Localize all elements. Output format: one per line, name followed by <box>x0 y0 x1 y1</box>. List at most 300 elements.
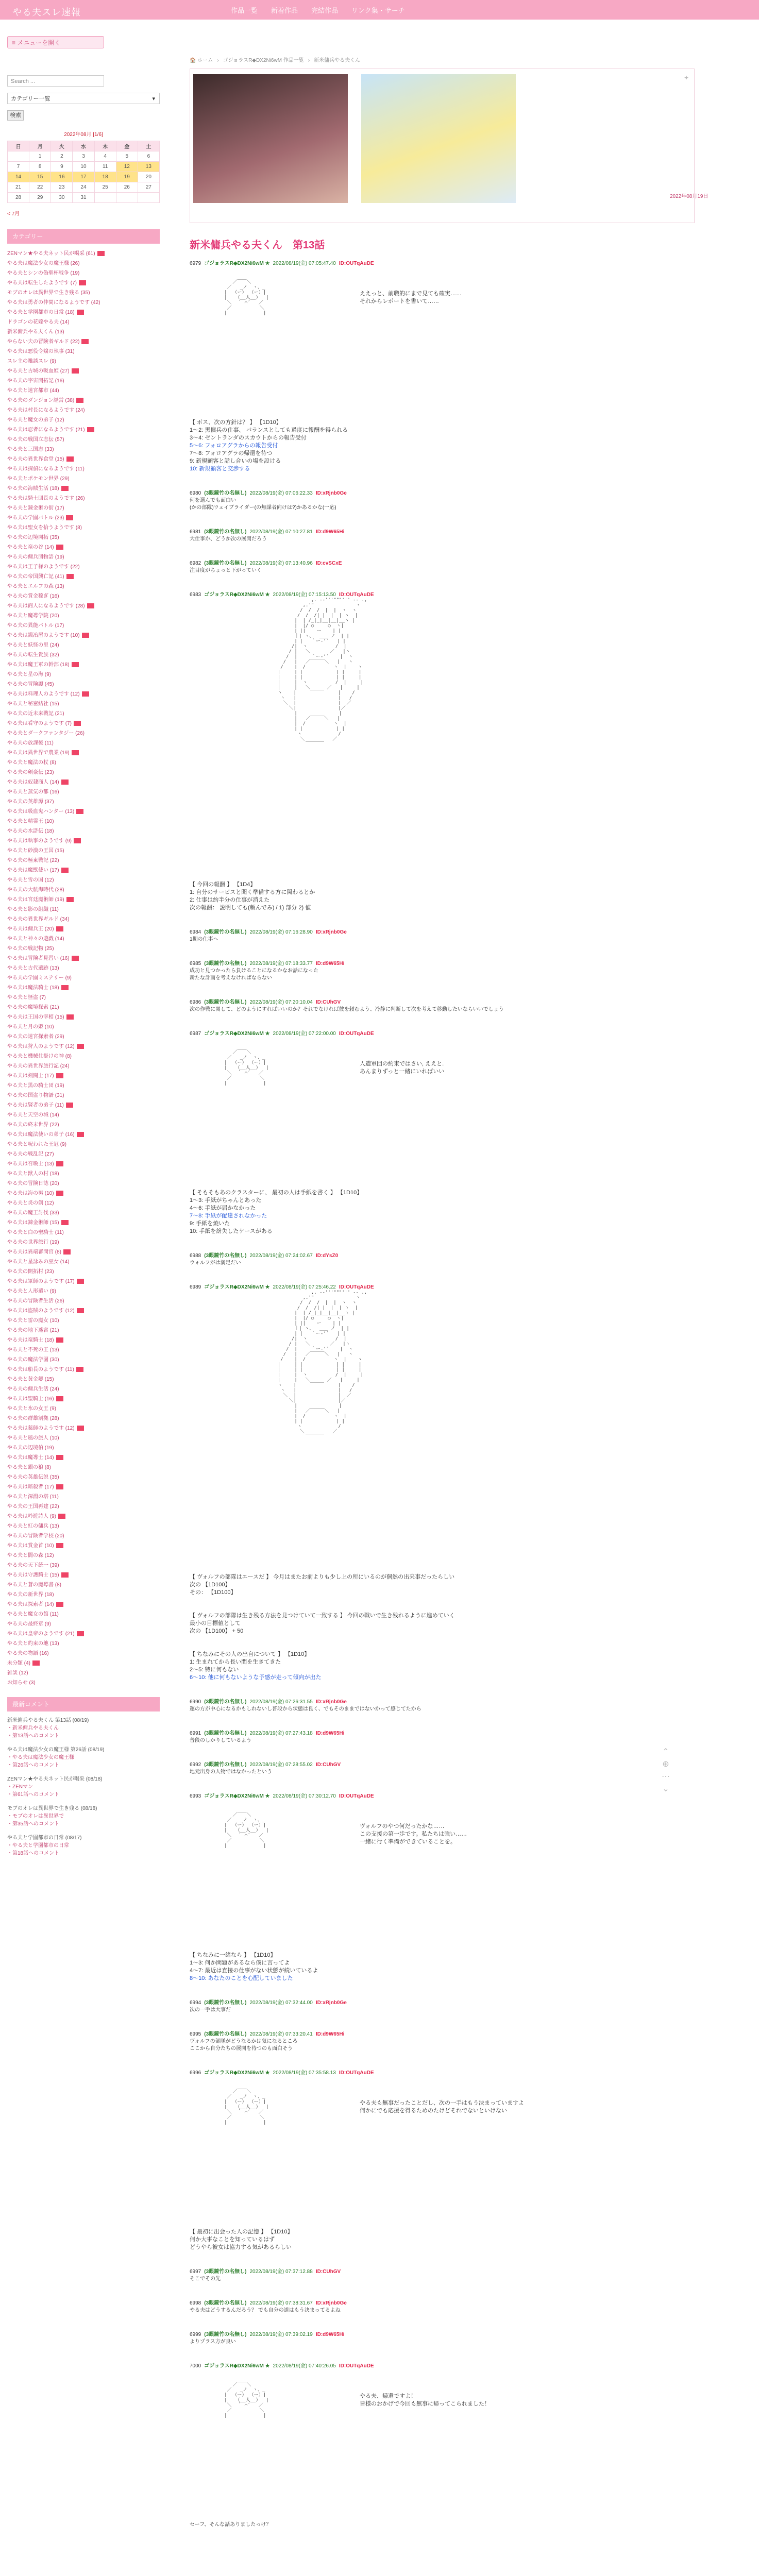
category-item[interactable] <box>7 1414 160 1423</box>
post-number[interactable]: 6997 <box>190 2269 201 2275</box>
recent-link[interactable]: ・第13話へのコメント <box>7 1733 60 1739</box>
category-item[interactable] <box>7 787 160 797</box>
category-item[interactable] <box>7 1267 160 1277</box>
category-label: やる夫は悪役令嬢の執事 (31) <box>7 349 75 354</box>
category-item[interactable] <box>7 435 160 445</box>
category-item[interactable] <box>7 1277 160 1286</box>
category-item[interactable] <box>7 1463 160 1472</box>
category-item[interactable] <box>7 1286 160 1296</box>
category-item[interactable] <box>7 621 160 631</box>
category-item[interactable] <box>7 1512 160 1521</box>
calendar-day[interactable]: 31 <box>73 193 94 203</box>
post-header <box>190 590 695 598</box>
post-id[interactable]: ID:cvSCxE <box>315 561 342 566</box>
category-item[interactable] <box>7 1453 160 1463</box>
calendar-day[interactable]: 15 <box>29 172 51 182</box>
category-item[interactable] <box>7 963 160 973</box>
category-label: やる夫は王国の宰相 (15) <box>7 1014 64 1020</box>
post-id[interactable]: ID:OUTqAuDE <box>339 1793 374 1799</box>
recent-link[interactable]: ・第18話へのコメント <box>7 1851 60 1856</box>
calendar-day[interactable]: 4 <box>94 151 116 162</box>
category-item[interactable] <box>7 866 160 875</box>
post-id[interactable]: ID:OUTqAuDE <box>339 1031 374 1037</box>
category-item[interactable] <box>7 797 160 807</box>
category-item[interactable] <box>7 650 160 660</box>
category-item[interactable] <box>7 846 160 856</box>
category-item[interactable] <box>7 954 160 963</box>
more-icon[interactable]: ⋯ <box>662 1772 670 1781</box>
breadcrumb-item[interactable]: ゴジョラスR◆DX2Ni6wM 作品一覧 <box>223 58 304 63</box>
text-line: 8～10: あなたのことを心配していました <box>190 1975 293 1981</box>
category-item[interactable] <box>7 1570 160 1580</box>
calendar-day[interactable]: 2 <box>51 151 73 162</box>
post-id[interactable]: ID:xRjnb0Ge <box>315 1699 347 1705</box>
calendar-day[interactable]: 20 <box>138 172 159 182</box>
calendar-day[interactable]: 3 <box>73 151 94 162</box>
category-label: モブのオレは異世界で生き残る (35) <box>7 290 90 296</box>
category-item[interactable] <box>7 768 160 777</box>
calendar-prev-link[interactable]: < 7月 <box>7 211 20 217</box>
post-number[interactable]: 6981 <box>190 529 201 535</box>
category-label: やる夫の放課後 (11) <box>7 740 54 746</box>
calendar-day <box>94 193 116 203</box>
category-item[interactable] <box>7 1071 160 1081</box>
category-item[interactable] <box>7 1384 160 1394</box>
category-item[interactable] <box>7 1159 160 1169</box>
calendar-day[interactable]: 27 <box>138 182 159 193</box>
text-line: 7～8: 手紙が配達されなかった <box>190 1213 267 1219</box>
scroll-down-icon[interactable]: ⌄ <box>662 1785 669 1793</box>
category-label: やる夫の戦記物 (25) <box>7 946 54 952</box>
post-number[interactable]: 6995 <box>190 2031 201 2037</box>
category-item[interactable] <box>7 572 160 582</box>
category-item[interactable] <box>7 944 160 954</box>
category-item[interactable] <box>7 680 160 689</box>
post-number[interactable]: 6984 <box>190 929 201 935</box>
category-item[interactable] <box>7 503 160 513</box>
category-item[interactable] <box>7 1580 160 1590</box>
category-item[interactable] <box>7 905 160 914</box>
new-badge-icon <box>77 1279 84 1284</box>
category-item[interactable] <box>7 1189 160 1198</box>
category-label: やる夫と雷の魔女 (10) <box>7 1318 59 1324</box>
category-item[interactable] <box>7 513 160 523</box>
category-item[interactable] <box>7 1423 160 1433</box>
category-item[interactable] <box>7 1081 160 1091</box>
category-item[interactable] <box>7 924 160 934</box>
post-id[interactable]: ID:d9W65Hi <box>315 2332 345 2337</box>
category-item[interactable] <box>7 1482 160 1492</box>
post-id[interactable]: ID:OUTqAuDE <box>339 1284 374 1290</box>
category-item[interactable] <box>7 1658 160 1668</box>
category-item[interactable] <box>7 1404 160 1414</box>
post-number[interactable]: 6982 <box>190 561 201 566</box>
banner-image-2[interactable] <box>361 74 516 203</box>
category-item[interactable] <box>7 591 160 601</box>
speech-line: 人造軍団の約束ではさい, ええと. <box>360 1061 444 1067</box>
category-item[interactable] <box>7 1198 160 1208</box>
new-badge-icon <box>56 1543 63 1548</box>
category-item[interactable] <box>7 1531 160 1541</box>
category-label: やる夫は皇帝のようです (21) <box>7 1631 75 1637</box>
post-number[interactable]: 6993 <box>190 1793 201 1799</box>
post-id[interactable]: ID:OUTqAuDE <box>339 261 374 266</box>
nav-complete[interactable]: 完結作品 <box>311 7 339 14</box>
calendar-day[interactable]: 16 <box>51 172 73 182</box>
category-item[interactable] <box>7 1061 160 1071</box>
calendar-day[interactable]: 30 <box>51 193 73 203</box>
post-author: (3眼鏡竹の名無し) <box>204 961 247 967</box>
category-item[interactable] <box>7 660 160 670</box>
category-label: やる夫と神々の遊戯 (14) <box>7 936 64 942</box>
category-item[interactable] <box>7 836 160 846</box>
text-line: 何を選んでも面白い <box>190 498 236 503</box>
category-item[interactable] <box>7 259 160 268</box>
recent-link[interactable]: ・第35話へのコメント <box>7 1821 60 1827</box>
post-number[interactable]: 6985 <box>190 961 201 967</box>
category-item[interactable] <box>7 327 160 337</box>
calendar-day[interactable]: 12 <box>116 162 138 172</box>
post-id[interactable]: ID:d9W65Hi <box>315 529 345 535</box>
post-header <box>190 927 695 935</box>
post-id[interactable]: ID:CUhGV <box>315 1762 341 1768</box>
category-item[interactable] <box>7 1590 160 1600</box>
category-item[interactable] <box>7 1032 160 1042</box>
category-item[interactable] <box>7 1375 160 1384</box>
category-item[interactable] <box>7 1169 160 1179</box>
category-item[interactable] <box>7 748 160 758</box>
post-text <box>190 968 695 982</box>
category-item[interactable] <box>7 1521 160 1531</box>
category-item[interactable] <box>7 611 160 621</box>
post-id[interactable]: ID:d9W65Hi <box>315 2031 345 2037</box>
category-item[interactable] <box>7 973 160 983</box>
post-number[interactable]: 6980 <box>190 490 201 496</box>
calendar-day[interactable]: 26 <box>116 182 138 193</box>
category-item[interactable] <box>7 1472 160 1482</box>
category-item[interactable] <box>7 1012 160 1022</box>
category-item[interactable] <box>7 1355 160 1365</box>
category-item[interactable] <box>7 758 160 768</box>
text-line: 7～8: フォロアグラの帰還を待つ <box>190 450 273 456</box>
category-item[interactable] <box>7 1179 160 1189</box>
category-item[interactable] <box>7 983 160 993</box>
category-item[interactable] <box>7 670 160 680</box>
category-item[interactable] <box>7 1502 160 1512</box>
category-item[interactable] <box>7 1218 160 1228</box>
category-item[interactable] <box>7 337 160 347</box>
category-item[interactable] <box>7 1541 160 1551</box>
calendar-day[interactable]: 21 <box>8 182 29 193</box>
post-id[interactable]: ID:xRjnb0Ge <box>315 2000 347 2006</box>
category-item[interactable] <box>7 640 160 650</box>
post-number[interactable]: 6990 <box>190 1699 201 1705</box>
new-badge-icon <box>66 1014 74 1020</box>
post-number[interactable]: 6979 <box>190 261 201 266</box>
calendar-day[interactable]: 11 <box>94 162 116 172</box>
post-id[interactable]: ID:d9W65Hi <box>315 961 345 967</box>
category-item[interactable] <box>7 425 160 435</box>
calendar-day[interactable]: 29 <box>29 193 51 203</box>
choice-block <box>190 881 695 912</box>
breadcrumb-item[interactable]: 新米傭兵やる夫くん <box>314 58 361 63</box>
category-select[interactable]: カテゴリー一覧 ▾ <box>7 93 160 104</box>
category-item[interactable] <box>7 1228 160 1238</box>
category-item[interactable] <box>7 533 160 543</box>
category-item[interactable] <box>7 1149 160 1159</box>
ascii-art: ／￣￣＼ ／ _ノ ヽ、_ | （ー） （ー）| | （__人__） | ＼ ｀ ⌒´ ／ ／ ＼ | | <box>224 1812 269 1849</box>
calendar-day[interactable]: 25 <box>94 182 116 193</box>
category-item[interactable] <box>7 1551 160 1561</box>
category-item[interactable] <box>7 1120 160 1130</box>
category-label: やる夫と砂漠の王国 (15) <box>7 848 64 854</box>
calendar-day[interactable]: 7 <box>8 162 29 172</box>
category-item[interactable] <box>7 689 160 699</box>
category-item[interactable] <box>7 738 160 748</box>
new-badge-icon <box>56 1396 63 1401</box>
category-item[interactable] <box>7 1247 160 1257</box>
calendar-day[interactable]: 23 <box>51 182 73 193</box>
category-item[interactable] <box>7 1140 160 1149</box>
category-item[interactable] <box>7 1668 160 1678</box>
category-item[interactable] <box>7 288 160 298</box>
category-item[interactable] <box>7 474 160 484</box>
category-item[interactable] <box>7 1433 160 1443</box>
post-header <box>190 488 695 496</box>
calendar-day[interactable]: 6 <box>138 151 159 162</box>
category-item[interactable] <box>7 601 160 611</box>
post-id[interactable]: ID:xRjnb0Ge <box>315 929 347 935</box>
category-item[interactable] <box>7 934 160 944</box>
new-badge-icon <box>82 633 89 638</box>
new-badge-icon <box>77 1044 84 1049</box>
category-item[interactable] <box>7 1296 160 1306</box>
nav-works[interactable]: 作品一覧 <box>231 7 258 14</box>
ascii-art-block <box>190 1040 695 1174</box>
category-item[interactable] <box>7 1208 160 1218</box>
post-author: (3眼鏡竹の名無し) <box>204 2269 247 2275</box>
category-item[interactable] <box>7 1003 160 1012</box>
category-label: やる夫の戦国立志伝 (57) <box>7 437 64 443</box>
post-number[interactable]: 6999 <box>190 2332 201 2337</box>
category-item[interactable] <box>7 308 160 317</box>
calendar-day[interactable]: 18 <box>94 172 116 182</box>
category-item[interactable] <box>7 1678 160 1688</box>
recent-link[interactable]: ・ZENマン <box>7 1784 33 1790</box>
category-item[interactable] <box>7 885 160 895</box>
search-go-button[interactable]: 検索 <box>7 110 24 121</box>
category-item[interactable] <box>7 1639 160 1649</box>
category-item[interactable] <box>7 357 160 366</box>
category-item[interactable] <box>7 807 160 817</box>
category-item[interactable] <box>7 268 160 278</box>
new-badge-icon <box>87 427 94 432</box>
recent-link[interactable]: ・やる夫は魔法少女の魔王様 <box>7 1755 74 1760</box>
category-label: やる夫は奴隷商人 (14) <box>7 779 59 785</box>
recent-link[interactable]: ・モブのオレは異世界で <box>7 1814 64 1819</box>
post-number[interactable]: 6994 <box>190 2000 201 2006</box>
post-id[interactable]: ID:OUTqAuDE <box>339 592 374 598</box>
nav-new[interactable]: 新着作品 <box>271 7 298 14</box>
post-text <box>190 1260 695 1267</box>
calendar-day[interactable]: 28 <box>8 193 29 203</box>
category-item[interactable] <box>7 376 160 386</box>
calendar-day[interactable]: 17 <box>73 172 94 182</box>
post-number[interactable]: 6983 <box>190 592 201 598</box>
post-number[interactable]: 6991 <box>190 1731 201 1736</box>
category-label: やる夫は吟遊詩人 (9) <box>7 1514 56 1519</box>
post-number[interactable]: 6996 <box>190 2070 201 2076</box>
post-number[interactable]: 6992 <box>190 1762 201 1768</box>
new-badge-icon <box>77 310 84 315</box>
post-id[interactable]: ID:d9W65Hi <box>315 1731 345 1736</box>
category-label: やる夫は傭兵王 (20) <box>7 926 54 932</box>
category-item[interactable] <box>7 1561 160 1570</box>
post-number[interactable]: 6989 <box>190 1284 201 1290</box>
category-item[interactable] <box>7 895 160 905</box>
post-header <box>190 2361 695 2369</box>
breadcrumb-item[interactable]: 🏠 ホーム <box>190 58 213 63</box>
category-item[interactable] <box>7 562 160 572</box>
category-item[interactable] <box>7 1238 160 1247</box>
category-item[interactable] <box>7 1394 160 1404</box>
category-item[interactable] <box>7 1052 160 1061</box>
category-item[interactable] <box>7 1100 160 1110</box>
calendar-day[interactable]: 14 <box>8 172 29 182</box>
post-id[interactable]: ID:CUhGV <box>315 999 341 1005</box>
category-item[interactable] <box>7 826 160 836</box>
category-item[interactable] <box>7 454 160 464</box>
post-date: 2022/08/19(金) 07:28:55.02 <box>249 1762 313 1768</box>
post-id[interactable]: ID:CUhGV <box>315 2269 341 2275</box>
category-item[interactable] <box>7 1609 160 1619</box>
category-item[interactable] <box>7 1091 160 1100</box>
category-item[interactable] <box>7 405 160 415</box>
category-item[interactable] <box>7 817 160 826</box>
ascii-art: ,. -‐'''"""''' ‐- ., ,.'" ヽ / / / | | ヽ ヽ / / /| | | | ヽ | | | /_|_|__|__|__ヽ | | |/ ○ ○ ヽ| | || ー | | ｜| ヽ、 ___ ノ | | | | ｀ー‐'´ | | /| ヽ / | / | ＼ ／ |ヽ / | ｀ー‐'´ | ヽ / | ／￣￣￣＼ | ヽ / | / ヽ | ヽ | | | | | | | | | | | | | | ヽ / | | | | ＼ ／ | | ヽ | ￣￣￣ | / ヽ | | / ＼ | | ／ ＼| |／ | | | ／￣￣￣＼ | | / ヽ | | | | | ヽ / ＼ ／ ￣￣￣￣ <box>277 598 367 747</box>
choice-block <box>190 1573 695 1597</box>
calendar-day[interactable]: 10 <box>73 162 94 172</box>
category-item[interactable] <box>7 1629 160 1639</box>
category-item[interactable] <box>7 249 160 259</box>
category-item[interactable] <box>7 914 160 924</box>
category-item[interactable] <box>7 1492 160 1502</box>
category-item[interactable] <box>7 856 160 866</box>
category-label: やる夫と月の姫 (10) <box>7 1024 54 1030</box>
category-item[interactable] <box>7 464 160 474</box>
category-item[interactable] <box>7 396 160 405</box>
post-header <box>190 1282 695 1290</box>
category-item[interactable] <box>7 699 160 709</box>
category-item[interactable] <box>7 631 160 640</box>
category-item[interactable] <box>7 1619 160 1629</box>
post-id[interactable]: ID:dYsZ0 <box>315 1253 339 1259</box>
category-item[interactable] <box>7 366 160 376</box>
category-item[interactable] <box>7 1600 160 1609</box>
post-number[interactable]: 6986 <box>190 999 201 1005</box>
category-item[interactable] <box>7 1110 160 1120</box>
recent-link[interactable]: ・第61話へのコメント <box>7 1792 60 1798</box>
banner-image-1[interactable] <box>193 74 348 203</box>
category-item[interactable] <box>7 347 160 357</box>
calendar-day[interactable]: 1 <box>29 151 51 162</box>
calendar-day[interactable]: 22 <box>29 182 51 193</box>
recent-link[interactable]: ・やる夫と学園都市の日常 <box>7 1843 69 1849</box>
category-item[interactable] <box>7 875 160 885</box>
post-id[interactable]: ID:OUTqAuDE <box>339 2363 374 2369</box>
category-item[interactable] <box>7 523 160 533</box>
calendar-day[interactable]: 13 <box>138 162 159 172</box>
category-item[interactable] <box>7 1130 160 1140</box>
category-item[interactable] <box>7 415 160 425</box>
category-item[interactable] <box>7 777 160 787</box>
category-item[interactable] <box>7 484 160 494</box>
category-item[interactable] <box>7 1022 160 1032</box>
post-id[interactable]: ID:OUTqAuDE <box>339 2070 374 2076</box>
recent-link[interactable]: ・新米傭兵やる夫くん <box>7 1725 59 1731</box>
post-number[interactable]: 7000 <box>190 2363 201 2369</box>
site-title[interactable]: やる夫スレ速報 <box>12 7 81 18</box>
category-item[interactable] <box>7 993 160 1003</box>
category-item[interactable] <box>7 1443 160 1453</box>
category-item[interactable] <box>7 445 160 454</box>
category-item[interactable] <box>7 728 160 738</box>
category-item[interactable] <box>7 709 160 719</box>
category-item[interactable] <box>7 1335 160 1345</box>
text-line: 1～3: 手紙がちゃんとあった <box>190 1197 262 1204</box>
category-item[interactable] <box>7 1365 160 1375</box>
top-header <box>0 0 759 20</box>
category-item[interactable] <box>7 1316 160 1326</box>
category-item[interactable] <box>7 1257 160 1267</box>
category-item[interactable] <box>7 298 160 308</box>
post-number[interactable]: 6987 <box>190 1031 201 1037</box>
category-item[interactable] <box>7 278 160 288</box>
scroll-up-icon[interactable]: ⌃ <box>662 1748 669 1756</box>
calendar-day[interactable]: 19 <box>116 172 138 182</box>
category-item[interactable] <box>7 543 160 552</box>
calendar-day[interactable]: 9 <box>51 162 73 172</box>
zoom-icon[interactable]: ⊕ <box>662 1760 669 1769</box>
category-item[interactable] <box>7 1649 160 1658</box>
category-item[interactable] <box>7 1042 160 1052</box>
search-input[interactable]: Search ... <box>7 75 104 87</box>
nav-links[interactable]: リンク集・サーチ <box>351 7 405 14</box>
category-item[interactable] <box>7 552 160 562</box>
category-item[interactable] <box>7 582 160 591</box>
category-item[interactable] <box>7 1345 160 1355</box>
category-item[interactable] <box>7 1306 160 1316</box>
category-item[interactable] <box>7 719 160 728</box>
category-label: やる夫は魔法少女の魔王様 (26) <box>7 261 80 266</box>
category-label: やる夫と獣人の村 (18) <box>7 1171 59 1177</box>
calendar-day[interactable]: 24 <box>73 182 94 193</box>
category-item[interactable] <box>7 386 160 396</box>
recent-link[interactable]: ・第26話へのコメント <box>7 1762 60 1768</box>
post-id[interactable]: ID:xRjnb0Ge <box>315 490 347 496</box>
new-badge-icon <box>56 1191 63 1196</box>
recent-links <box>7 1842 160 1857</box>
category-item[interactable] <box>7 317 160 327</box>
category-item[interactable] <box>7 494 160 503</box>
open-menu-button[interactable]: ≡ メニューを開く <box>7 36 104 48</box>
calendar-day[interactable]: 5 <box>116 151 138 162</box>
post-number[interactable]: 6988 <box>190 1253 201 1259</box>
calendar-day[interactable]: 8 <box>29 162 51 172</box>
post-number[interactable]: 6998 <box>190 2300 201 2306</box>
post-id[interactable]: ID:xRjnb0Ge <box>315 2300 347 2306</box>
category-item[interactable] <box>7 1326 160 1335</box>
